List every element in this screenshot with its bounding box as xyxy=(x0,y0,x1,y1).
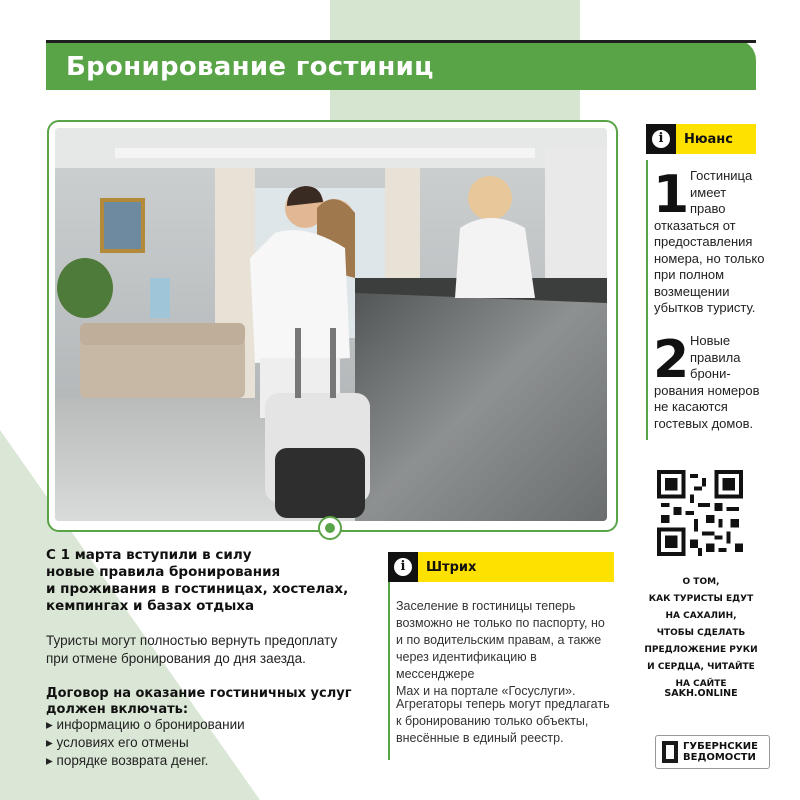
logo-text xyxy=(683,741,758,763)
info-icon: i xyxy=(388,552,418,582)
nuance-line: при полном xyxy=(654,267,725,282)
refund-paragraph xyxy=(46,632,376,668)
shtrih-paragraph-1 xyxy=(396,598,618,700)
info-icon: i xyxy=(646,124,676,154)
contract-list xyxy=(46,716,376,770)
nuance-number-2: 2 xyxy=(653,330,690,390)
caption-line: О ТОМ, xyxy=(682,577,720,587)
list-item: ▸ информацию о бронировании xyxy=(46,716,376,734)
shtrih-header xyxy=(388,552,614,582)
nuance-number-1: 1 xyxy=(653,165,690,225)
logo-line: ГУБЕРНСКИЕ xyxy=(683,741,758,752)
shtrih-paragraph-2 xyxy=(396,696,618,747)
publisher-logo xyxy=(655,735,770,769)
frame-decor-dot xyxy=(318,516,342,540)
nuance-line: Новые xyxy=(690,333,731,348)
shtrih-label: Штрих xyxy=(426,559,477,575)
shtrih-line: и по водительским правам, а также xyxy=(396,633,602,647)
nuance-line: отказаться от xyxy=(654,217,736,233)
contract-heading-line: должен включать: xyxy=(46,702,189,717)
nuance-text-1 xyxy=(653,165,766,317)
lead-paragraph xyxy=(46,547,376,615)
lead-line: новые правила бронирования xyxy=(46,564,281,580)
nuance-line: гостевых домов. xyxy=(654,415,754,431)
title-top-line xyxy=(46,40,756,43)
lead-line: кемпингах и базах отдыха xyxy=(46,598,255,614)
shtrih-line: Max и на портале «Госуслуги». xyxy=(396,684,576,698)
shtrih-line: Заселение в гостиницы теперь xyxy=(396,599,576,613)
list-item: ▸ условиях его отмены xyxy=(46,734,376,752)
nuance-label: Нюанс xyxy=(684,131,733,147)
qr-code[interactable] xyxy=(657,470,743,556)
nuance-header xyxy=(646,124,756,154)
nuance-line: правила xyxy=(690,349,741,365)
para-line: при отмене бронирования до дня заезда. xyxy=(46,651,306,666)
nuance-line: имеет xyxy=(690,184,727,200)
nuance-line: право xyxy=(690,201,726,216)
caption-line: И СЕРДЦА, ЧИТАЙТЕ xyxy=(647,662,755,672)
nuance-line: возмещении xyxy=(654,283,730,299)
shtrih-line: через идентификацию в мессенджере xyxy=(396,650,537,681)
contract-heading xyxy=(46,686,376,718)
logo-line: ВЕДОМОСТИ xyxy=(683,752,756,763)
nuance-line: не касаются xyxy=(654,399,728,414)
lead-line: С 1 марта вступили в силу xyxy=(46,547,252,563)
nuance-line: рования номеров xyxy=(654,382,760,398)
list-item: ▸ порядке возврата денег. xyxy=(46,752,376,770)
nuance-text-2 xyxy=(653,330,766,432)
site-link[interactable]: SAKH.ONLINE xyxy=(664,688,738,699)
nuance-side-line xyxy=(646,160,648,440)
page-title: Бронирование гостиниц xyxy=(66,52,434,82)
nuance-line: Гостиница xyxy=(690,168,753,183)
shtrih-line: возможно не только по паспорту, но xyxy=(396,616,605,630)
shtrih-line: Агрегаторы теперь могут предлагать xyxy=(396,697,610,711)
nuance-line: предоставления xyxy=(654,234,753,249)
caption-line: ЧТОБЫ СДЕЛАТЬ xyxy=(656,628,746,638)
caption-line: НА САЙТЕ xyxy=(675,679,727,689)
caption-line: ПРЕДЛОЖЕНИЕ РУКИ xyxy=(644,645,758,655)
nuance-line: номера, но только xyxy=(654,250,765,266)
qr-caption xyxy=(636,574,766,693)
shtrih-line: к бронированию только объекты, xyxy=(396,714,589,728)
nuance-line: брони- xyxy=(690,366,731,381)
shtrih-line: внесённые в единый реестр. xyxy=(396,731,564,745)
logo-mark-icon xyxy=(662,741,678,763)
caption-line: КАК ТУРИСТЫ ЕДУТ xyxy=(648,594,754,604)
contract-heading-line: Договор на оказание гостиничных услуг xyxy=(46,686,352,701)
lead-line: и проживания в гостиницах, хостелах, xyxy=(46,581,349,597)
caption-line: НА САХАЛИН, xyxy=(665,611,737,621)
hotel-reception-photo xyxy=(55,128,607,521)
para-line: Туристы могут полностью вернуть предоплату xyxy=(46,633,338,648)
nuance-line: убытков туристу. xyxy=(654,300,756,315)
